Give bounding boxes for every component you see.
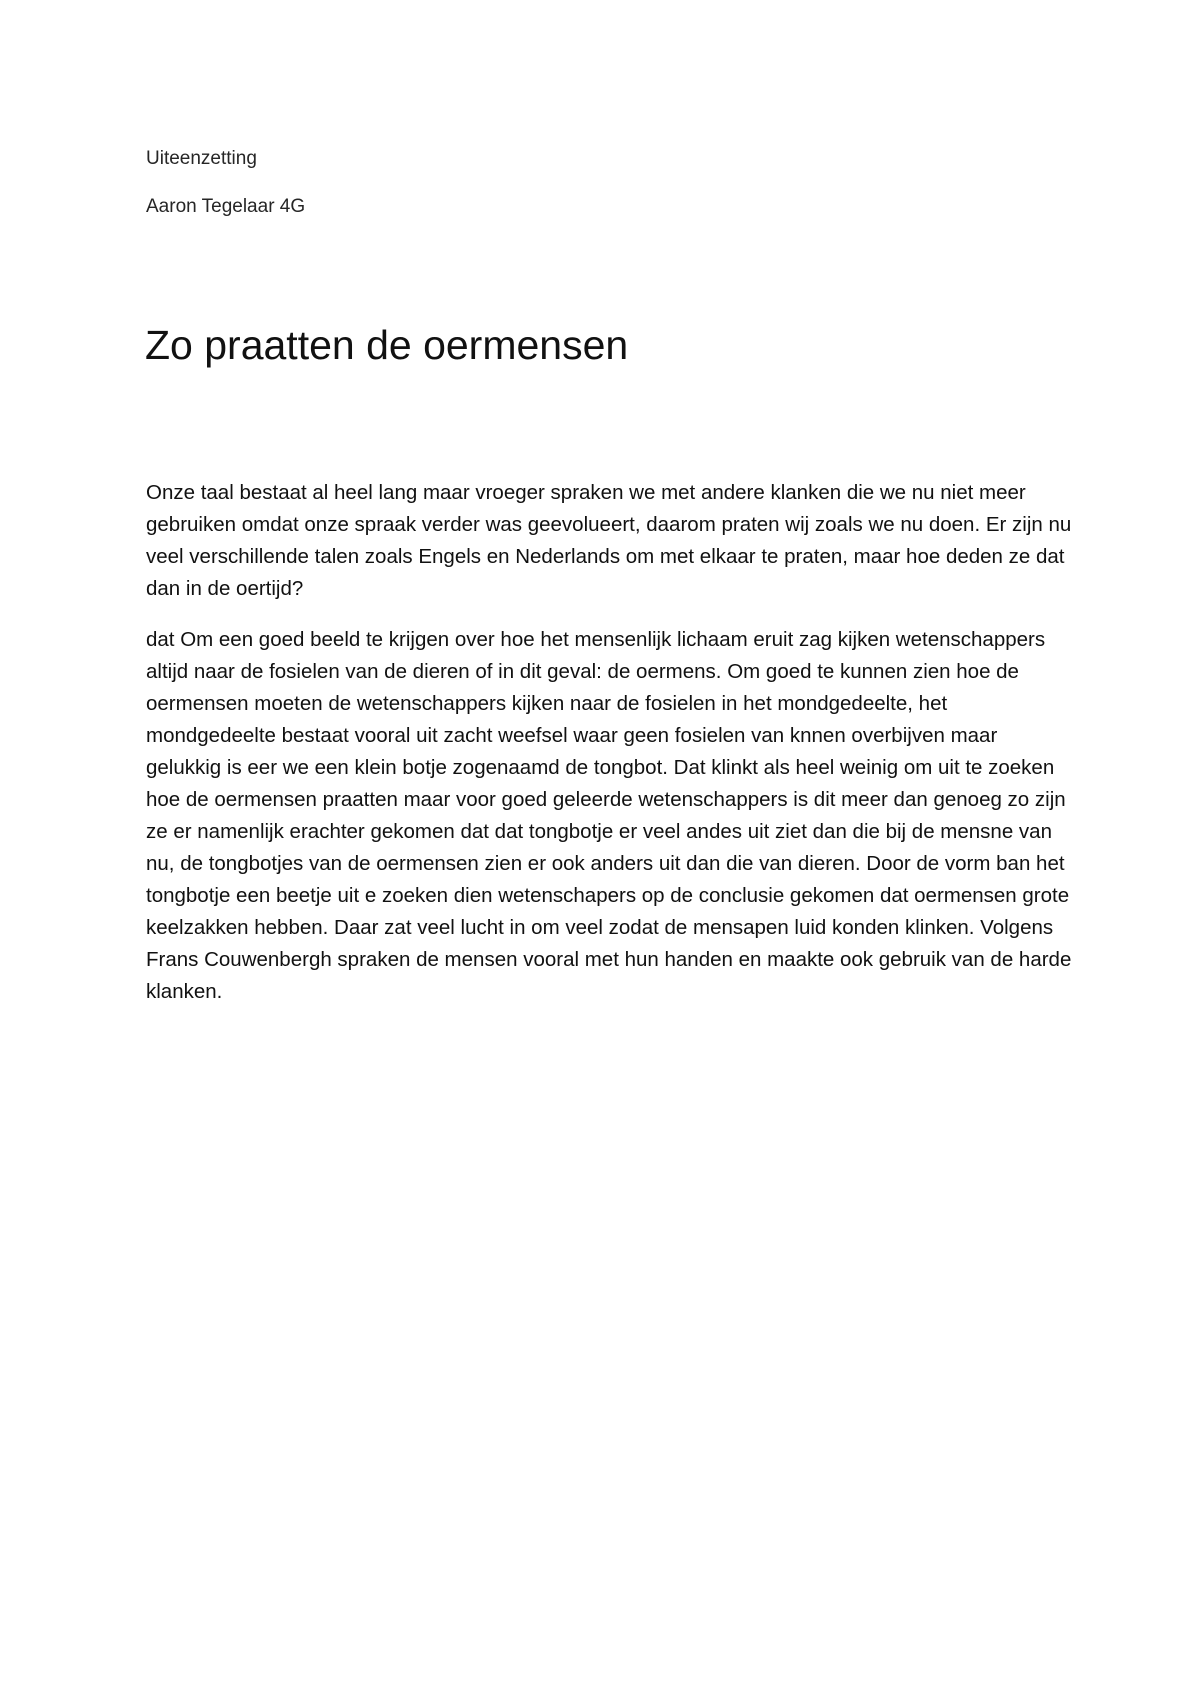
body-paragraph-2: dat Om een goed beeld te krijgen over hoe het mensenlijk lichaam eruit zag kijken wetenschappers altijd naar de fosielen van de dieren of in dit geval: de oermens. Om goed te kunnen zien hoe de oermensen moeten de wetenschappers kijken naar de fosielen in het mondgedeelte, het mondgedeelte bestaat vooral uit zacht weefsel waar geen fosielen van knnen overbijven maar gelukkig is eer we een klein botje zogenaamd de tongbot. Dat klinkt als heel weinig om uit te zoeken hoe de oermensen praatten maar voor goed geleerde wetenschappers is dit meer dan genoeg zo zijn ze er namenlijk erachter gekomen dat dat tongbotje er veel andes uit ziet dan die bij de mensne van nu, de tongbotjes van de oermensen zien er ook anders uit dan die van dieren. Door de vorm ban het tongbotje een beetje uit e zoeken dien wetenschapers op de conclusie gekomen dat oermensen grote keelzakken hebben. Daar zat veel lucht in om veel zodat de mensapen luid konden klinken. Volgens Frans Couwenbergh spraken de mensen vooral met hun handen en maakte ook gebruik van de harde klanken. <box>146 628 1072 1003</box>
author-line: Aaron Tegelaar 4G <box>146 196 306 217</box>
document-type-label: Uiteenzetting <box>146 148 257 169</box>
document-title: Zo praatten de oermensen <box>145 322 629 368</box>
body-paragraph-1: Onze taal bestaat al heel lang maar vroeger spraken we met andere klanken die we nu niet meer gebruiken omdat onze spraak verder was geevolueert, daarom praten wij zoals we nu doen. Er zijn nu veel verschillende talen zoals Engels en Nederlands om met elkaar te praten, maar hoe deden ze dat dan in de oertijd? <box>146 481 1072 600</box>
